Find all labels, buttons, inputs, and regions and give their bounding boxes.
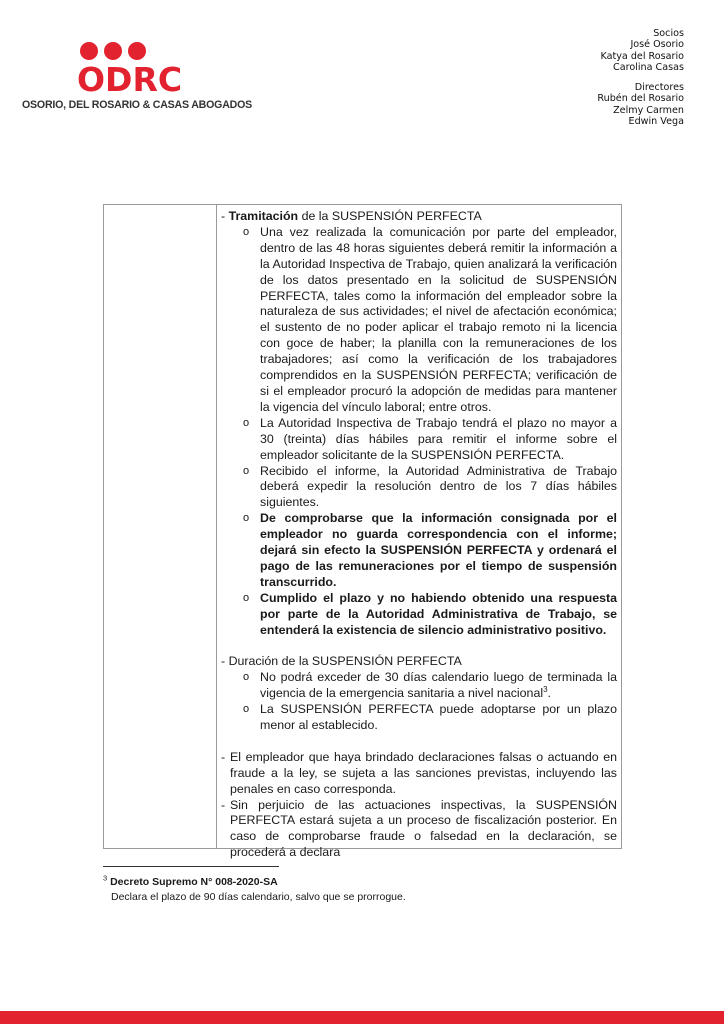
- socios-heading: Socios: [653, 28, 684, 39]
- director-name: Edwin Vega: [628, 116, 684, 128]
- list-item: [221, 416, 617, 464]
- list-item-text: De comprobarse que la información consignada por el empleador no guarda correspondencia con el informe; dejará sin efecto la SUSPENSIÓN PERFECTA y ordenará el pago de las remuneraciones por el tiempo de suspensión transcurrido.: [260, 511, 617, 589]
- partners-block: [597, 28, 684, 127]
- spacer: [221, 734, 617, 750]
- footnote-text: Declara el plazo de 90 días calendario, salvo que se prorrogue.: [111, 891, 406, 903]
- logo-dot: [80, 42, 98, 60]
- paragraph: [221, 798, 617, 862]
- duracion-heading: - Duración de la SUSPENSIÓN PERFECTA: [221, 654, 462, 669]
- footnote-number: 3: [103, 873, 108, 883]
- socios-group: [597, 28, 684, 73]
- bullet-marker: o: [243, 225, 250, 238]
- list-item: [221, 225, 617, 416]
- logo-dot: [128, 42, 146, 60]
- footnote-separator: [103, 866, 279, 867]
- logo-wordmark: ODRC: [77, 60, 183, 99]
- list-item-text: Cumplido el plazo y no habiendo obtenido una respuesta por parte de la Autoridad Administrativa de Trabajo, se entenderá la existencia de silencio administrativo positivo.: [260, 590, 617, 637]
- footnote: [103, 875, 406, 905]
- bullet-marker: o: [243, 671, 250, 684]
- partner-name: Carolina Casas: [613, 61, 684, 73]
- logo-dot: [104, 42, 122, 60]
- list-item: [221, 702, 617, 734]
- bullet-marker: o: [243, 512, 250, 525]
- list-item: [221, 511, 617, 591]
- partner-name: Katya del Rosario: [600, 50, 684, 62]
- bullet-marker: o: [243, 464, 250, 477]
- column-divider: [216, 205, 217, 848]
- list-item: [221, 591, 617, 639]
- paragraph-dash: -: [221, 749, 226, 764]
- list-item-text: La SUSPENSIÓN PERFECTA puede adoptarse por un plazo menor al establecido.: [260, 702, 617, 732]
- content-cell: [221, 209, 617, 861]
- list-item-text: Una vez realizada la comunicación por parte del empleador, dentro de las 48 horas siguientes deberá remitir la información a la Autoridad Inspectiva de Trabajo, quien analizará la verificación de los datos presentado en la solicitud de SUSPENSIÓN PERFECTA, tales como la información del empleador sobre la naturaleza de sus actividades; el nivel de afectación económica; el sustento de no poder aplicar el trabajo remoto ni la licencia con goce de haber; la planilla con la remuneraciones de los trabajadores; así como la verificación de los trabajadores comprendidos en la SUSPENSIÓN PERFECTA; verificación de si el empleador procuró la adopción de medidas para mantener la vigencia del vínculo laboral; entre otros.: [260, 224, 617, 414]
- spacer: [221, 638, 617, 654]
- partner-name: José Osorio: [630, 39, 684, 51]
- list-item: [221, 464, 617, 512]
- paragraph-dash: -: [221, 797, 226, 812]
- director-name: Rubén del Rosario: [597, 93, 684, 105]
- paragraph-text: El empleador que haya brindado declaraciones falsas o actuando en fraude a la ley, se sujeta a las sanciones previstas, incluyendo las penales en caso corresponda.: [230, 749, 617, 796]
- tramitacion-heading: - Tramitación de la SUSPENSIÓN PERFECTA: [221, 209, 482, 223]
- content-table: [103, 204, 622, 860]
- footnote-title-line: [103, 875, 406, 890]
- list-item: [221, 670, 617, 702]
- firm-name: OSORIO, DEL ROSARIO & CASAS ABOGADOS: [22, 99, 253, 111]
- directores-group: [597, 82, 684, 127]
- footnote-ref: 3: [543, 685, 548, 695]
- paragraph: [221, 750, 617, 798]
- list-item-text: La Autoridad Inspectiva de Trabajo tendrá el plazo no mayor a 30 (treinta) días hábiles para remitir el informe sobre el empleador solicitante de la SUSPENSIÓN PERFECTA.: [260, 415, 617, 462]
- directores-heading: Directores: [634, 82, 684, 94]
- list-item-text: Recibido el informe, la Autoridad Administrativa de Trabajo deberá expedir la resolución dentro de los 7 días hábiles siguientes.: [260, 463, 617, 510]
- bullet-marker: o: [243, 703, 250, 716]
- paragraph-text: Sin perjuicio de las actuaciones inspectivas, la SUSPENSIÓN PERFECTA estará sujeta a un proceso de fiscalización posterior. En caso de comprobarse fraude o falsedad en la declaración, se procederá a declara: [230, 797, 617, 860]
- director-name: Zelmy Carmen: [613, 104, 684, 116]
- bullet-marker: o: [243, 416, 250, 429]
- footer-bar: [0, 1011, 724, 1024]
- footnote-title: Decreto Supremo N° 008-2020-SA: [110, 876, 278, 888]
- bullet-marker: o: [243, 591, 250, 604]
- list-item-text: No podrá exceder de 30 días calendario luego de terminada la vigencia de la emergencia sanitaria a nivel nacional$^3$.: [260, 670, 617, 701]
- tramitacion-title: Tramitación: [228, 209, 299, 223]
